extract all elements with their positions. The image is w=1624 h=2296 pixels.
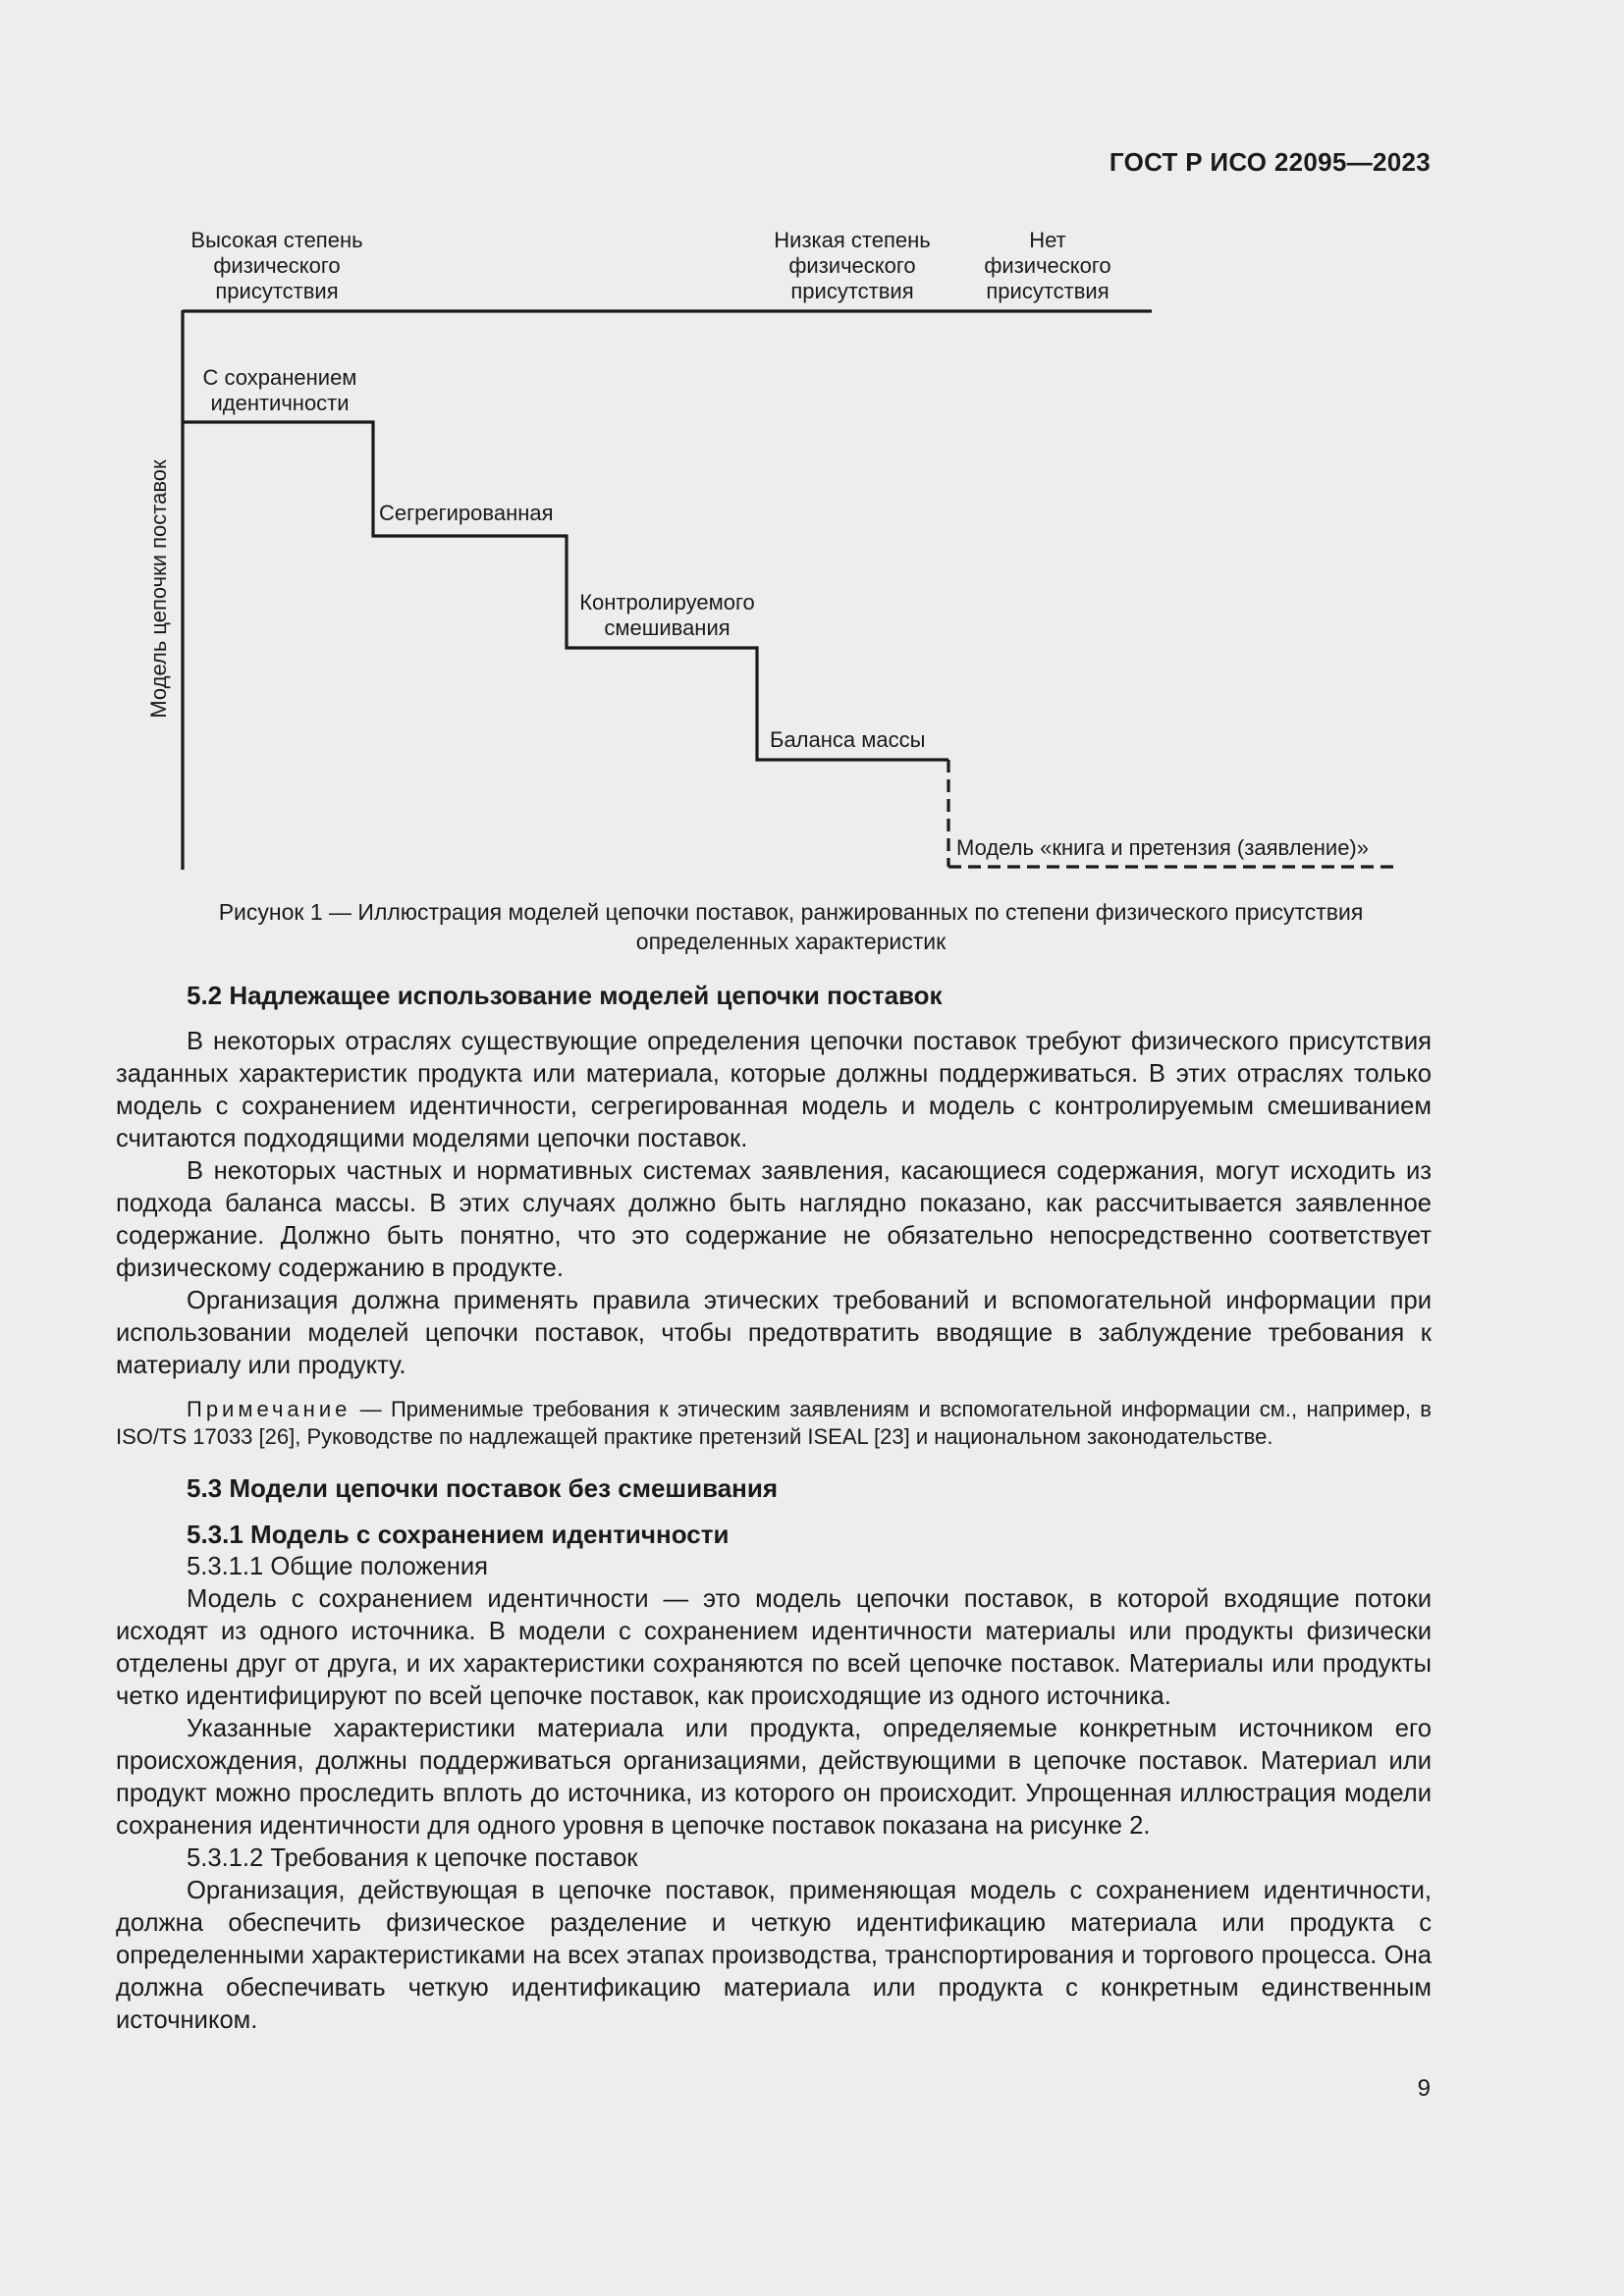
label-no-presence: Нет физического присутствия [984,228,1111,303]
paragraph: Организация, действующая в цепочке поставок, применяющая модель с сохранением идентичности, должна обеспечить физическое разделение и четкую идентификацию материала или продукта с определенными характеристиками на всех этапах производства, транспортирования и торгового процесса. Она должна обеспечивать четкую идентификацию материала или продукта с конкретным единственным источником. [116,1877,1432,2034]
caption-line-2: определенных характеристик [635,929,947,954]
label-high-presence: Высокая степень физического присутствия [190,228,363,303]
note [116,1396,1432,1451]
note-label: Примечание [187,1397,352,1421]
label-mass-balance: Баланса массы [770,727,926,752]
section-5-3-1-2-title: 5.3.1.2 Требования к цепочке поставок [187,1844,638,1872]
paragraph: Модель с сохранением идентичности — это модель цепочки поставок, в которой входящие потоки исходят из одного источника. В модели с сохранением идентичности материалы или продукты физически отделены друг от друга, и их характеристики сохраняются по всей цепочке поставок. Материалы или продукты четко идентифицируют по всей цепочке поставок, как происходящие из одного источника. [116,1585,1432,1710]
label-book-and-claim: Модель «книга и претензия (заявление)» [956,835,1369,860]
supply-chain-step-diagram [0,0,1624,982]
paragraph: В некоторых отраслях существующие определения цепочки поставок требуют физического присутствия заданных характеристик продукта или материала, которые должны поддерживаться. В этих отраслях только модель с сохранением идентичности, сегрегированная модель и модель с контролируемым смешиванием считаются подходящими моделями цепочки поставок. [116,1028,1432,1152]
section-5-2-heading: 5.2 Надлежащее использование моделей цепочки поставок [187,981,943,1010]
paragraph: Указанные характеристики материала или продукта, определяемые конкретным источником его происхождения, должны поддерживаться организациями, действующими в цепочке поставок. Материал или продукт можно проследить вплоть до источника, из которого он происходит. Упрощенная иллюстрация модели сохранения идентичности для одного уровня в цепочке поставок показана на рисунке 2. [116,1715,1432,1840]
label-segregated: Сегрегированная [379,501,554,525]
body-text [116,980,1432,2037]
y-axis-label: Модель цепочки поставок [146,459,171,719]
figure-caption [116,897,1466,956]
section-5-3-1-1-title: 5.3.1.1 Общие положения [187,1553,488,1580]
paragraph: Организация должна применять правила этических требований и вспомогательной информации при использовании моделей цепочки поставок, чтобы предотвратить вводящие в заблуждение требования к материалу или продукту. [116,1287,1432,1379]
document-header: ГОСТ Р ИСО 22095—2023 [1109,147,1431,177]
section-5-3-heading: 5.3 Модели цепочки поставок без смешивания [187,1473,779,1503]
label-low-presence: Низкая степень физического присутствия [774,228,931,303]
section-5-3-1-heading: 5.3.1 Модель с сохранением идентичности [187,1520,730,1549]
caption-line-1: Рисунок 1 — Иллюстрация моделей цепочки поставок, ранжированных по степени физического присутствия [218,899,1364,925]
note-text: — Применимые требования к этическим заявлениям и вспомогательной информации см., например, в ISO/TS 17033 [26], Руководстве по надлежащей практике претензий ISEAL [23] и национальном законодательстве. [116,1397,1432,1449]
label-controlled-blending: Контролируемого смешивания [579,590,755,640]
label-identity-preserved: С сохранением идентичности [202,365,357,415]
figure-1 [0,0,1624,982]
paragraph: В некоторых частных и нормативных системах заявления, касающиеся содержания, могут исходить из подхода баланса массы. В этих случаях должно быть наглядно показано, как рассчитывается заявленное содержание. Должно быть понятно, что это содержание не обязательно непосредственно соответствует физическому содержанию в продукте. [116,1157,1432,1282]
page-number: 9 [1417,2075,1431,2102]
